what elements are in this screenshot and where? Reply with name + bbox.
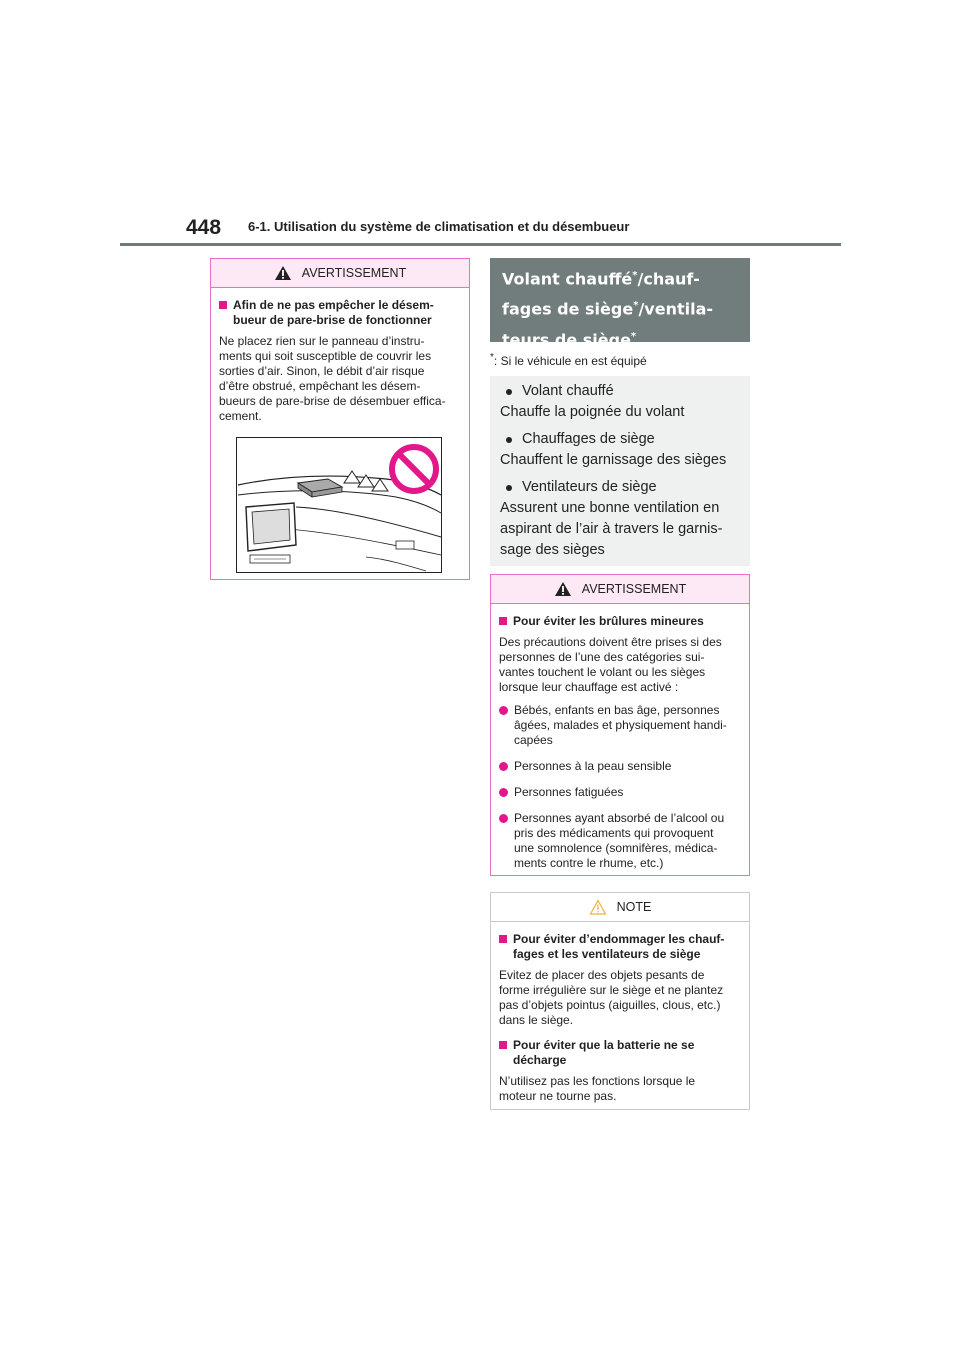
- warning-header: [491, 575, 749, 604]
- feature-title: Chauffages de siège: [500, 429, 740, 450]
- square-bullet-icon: [219, 301, 227, 309]
- note-subheading: Pour éviter que la batterie ne se décharge: [499, 1038, 741, 1068]
- section-banner: Volant chauffé*/chauf- fages de siège*/ventila- teurs de siège*: [490, 258, 750, 342]
- note-subheading: Pour éviter d’endommager les chauf- fages et les ventilateurs de siège: [499, 932, 741, 962]
- bullet-dot-icon: [506, 485, 512, 491]
- feature-title: Volant chauffé: [500, 381, 740, 402]
- feature-title: Ventilateurs de siège: [500, 477, 740, 498]
- bullet-dot-icon: [499, 706, 508, 715]
- square-bullet-icon: [499, 617, 507, 625]
- warning-paragraph: Ne placez rien sur le panneau d’instru- ments qui soit susceptible de couvrir les sorties d’air. Sinon, le débit d’air risque d’être obstrué, empêchant les désem- bueurs de pare-brise de désembuer effica- cement.: [219, 334, 446, 423]
- bullet-dot-icon: [499, 762, 508, 771]
- warning-subheading: Pour éviter les brûlures mineures: [499, 614, 741, 629]
- note-box: [490, 892, 750, 1110]
- note-paragraph: N’utilisez pas les fonctions lorsque le moteur ne tourne pas.: [499, 1074, 696, 1103]
- dashboard-illustration: [236, 437, 442, 573]
- caution-triangle-icon: [589, 899, 607, 915]
- note-paragraph: Evitez de placer des objets pesants de forme irrégulière sur le siège et ne plantez pas d’objets pointus (aiguilles, clous, etc.) dans le siège.: [499, 968, 724, 1027]
- list-item: Personnes à la peau sensible: [499, 759, 741, 774]
- square-bullet-icon: [499, 935, 507, 943]
- header-rule: [120, 243, 841, 246]
- bullet-dot-icon: [506, 437, 512, 443]
- note-header: [491, 893, 749, 922]
- square-bullet-icon: [499, 1041, 507, 1049]
- warning-paragraph: Des précautions doivent être prises si des personnes de l’une des catégories sui- vantes touchent le volant ou les sièges lorsque leur chauffage est activé :: [499, 635, 722, 694]
- footnote: *: Si le véhicule en est équipé: [490, 352, 647, 368]
- warning-triangle-icon: [554, 581, 572, 597]
- feature-list: [490, 376, 750, 566]
- feature-desc: Assurent une bonne ventilation en aspirant de l’air à travers le garnis- sage des sièges: [500, 500, 723, 558]
- bullet-dot-icon: [499, 788, 508, 797]
- warning-title: AVERTISSEMENT: [301, 266, 407, 280]
- list-item: Bébés, enfants en bas âge, personnes âgées, malades et physiquement handi- capées: [499, 703, 741, 748]
- bullet-dot-icon: [506, 389, 512, 395]
- feature-desc: Chauffent le garnissage des sièges: [500, 452, 727, 468]
- list-item: Personnes fatiguées: [499, 785, 741, 800]
- section-title: 6-1. Utilisation du système de climatisation et du désembueur: [248, 219, 630, 234]
- page-number: 448: [186, 216, 222, 239]
- note-title: NOTE: [616, 900, 652, 914]
- warning-triangle-icon: [274, 265, 292, 281]
- warning-subheading: Afin de ne pas empêcher le désem- bueur de pare-brise de fonctionner: [219, 298, 461, 328]
- warning-header: [211, 259, 469, 288]
- warning-box-burns: [490, 574, 750, 876]
- list-item: Personnes ayant absorbé de l’alcool ou pris des médicaments qui provoquent une somnolence (somnifères, médica- ments contre le rhume, etc.): [499, 811, 741, 871]
- warning-title: AVERTISSEMENT: [581, 582, 687, 596]
- warning-box-windshield: [210, 258, 470, 580]
- bullet-dot-icon: [499, 814, 508, 823]
- feature-desc: Chauffe la poignée du volant: [500, 404, 685, 420]
